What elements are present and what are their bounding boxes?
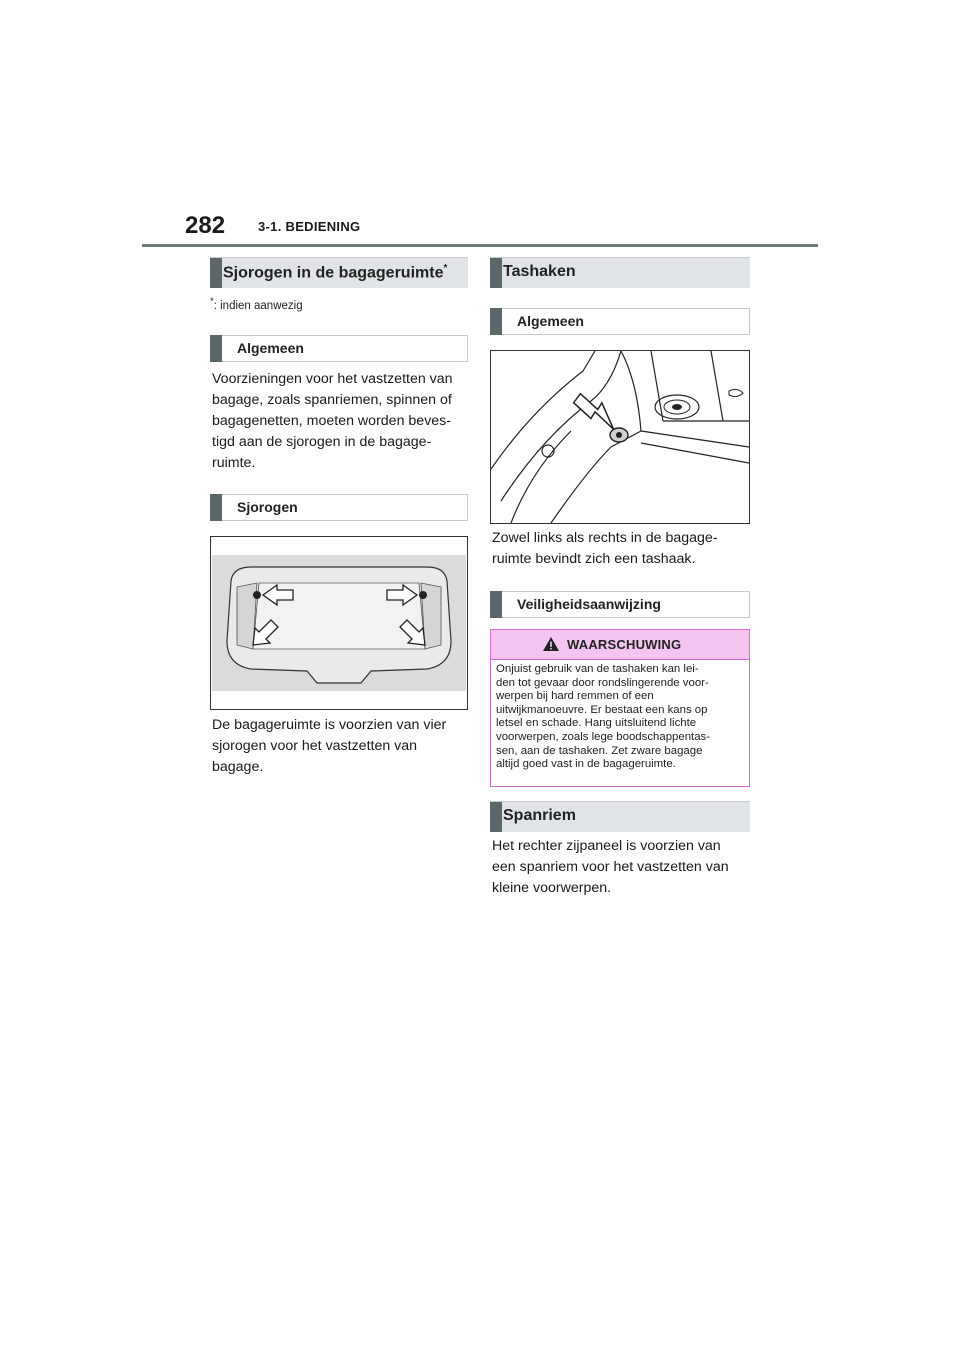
section-title-text: Sjorogen in de bagageruimte	[223, 264, 444, 282]
text-line: den tot gevaar door rondslingerende voor-	[496, 676, 709, 689]
text-line: Voorzieningen voor het vastzetten van	[212, 371, 453, 387]
text-line: ruimte.	[212, 455, 256, 471]
section-bar	[490, 802, 502, 832]
subsection-title: Veiligheidsaanwijzing	[517, 596, 661, 612]
subsection-bar	[210, 335, 222, 362]
chapter-title: 3-1. BEDIENING	[258, 219, 361, 234]
footnote	[210, 296, 303, 312]
subsection-title: Algemeen	[237, 340, 304, 356]
text-line: bagagenetten, moeten worden beves-	[212, 413, 451, 429]
warning-box	[490, 629, 750, 787]
section-title-asterisk: *	[443, 263, 448, 274]
text-line: sen, aan de tashaken. Zet zware bagage	[496, 744, 703, 757]
text-line: tigd aan de sjorogen in de bagage-	[212, 434, 432, 450]
text-line: Het rechter zijpaneel is voorzien van	[492, 838, 721, 854]
subsection-title: Sjorogen	[237, 499, 298, 515]
text-line: altijd goed vast in de bagageruimte.	[496, 758, 676, 771]
section-title-text: Tashaken	[503, 263, 576, 280]
text-line: een spanriem voor het vastzetten van	[492, 859, 729, 875]
trunk-illustration	[211, 537, 467, 709]
warning-header	[491, 630, 749, 660]
text-line: Zowel links als rechts in de bagage-	[492, 530, 718, 546]
text-line: voorwerpen, zoals lege boodschappentas-	[496, 730, 711, 743]
text-line: werpen bij hard remmen of een	[496, 690, 654, 703]
text-line: kleine voorwerpen.	[492, 880, 612, 896]
subsection-algemeen-right	[490, 308, 750, 335]
section-title-spanriem	[490, 801, 750, 832]
subsection-veiligheidsaanwijzing	[490, 591, 750, 618]
footnote-asterisk: *	[210, 296, 214, 307]
paragraph-spanriem	[492, 836, 748, 899]
text-line: De bagageruimte is voorzien van vier	[212, 717, 447, 733]
text-line: bagage, zoals spanriemen, spinnen of	[212, 392, 452, 408]
section-bar	[490, 258, 502, 288]
subsection-algemeen-left	[210, 335, 468, 362]
footnote-text: : indien aanwezig	[213, 299, 303, 312]
bag-hook-illustration	[491, 351, 749, 523]
header-rule	[142, 244, 818, 247]
paragraph-tashaak	[492, 528, 748, 570]
subsection-title: Algemeen	[517, 313, 584, 329]
figure-bag-hook	[490, 350, 750, 524]
text-line: ruimte bevindt zich een tashaak.	[492, 551, 696, 567]
subsection-sjorogen	[210, 494, 468, 521]
section-title-tashaken	[490, 257, 750, 288]
text-line: uitwijkmanoeuvre. Er bestaat een kans op	[496, 703, 708, 716]
subsection-bar	[490, 591, 502, 618]
text-line: Onjuist gebruik van de tashaken kan lei-	[496, 663, 699, 675]
warning-text	[496, 663, 744, 772]
section-bar	[210, 258, 222, 288]
figure-trunk-lashing-eyes	[210, 536, 468, 710]
paragraph-sjorogen	[212, 715, 468, 778]
subsection-bar	[210, 494, 222, 521]
text-line: sjorogen voor het vastzetten van	[212, 738, 418, 754]
paragraph-voorzieningen	[212, 369, 468, 474]
text-line: bagage.	[212, 759, 264, 775]
subsection-bar	[490, 308, 502, 335]
text-line: letsel en schade. Hang uitsluitend lichte	[496, 717, 697, 730]
page-number: 282	[185, 212, 226, 239]
warning-title: WAARSCHUWING	[567, 637, 682, 652]
section-title-text: Spanriem	[503, 807, 576, 824]
section-title-sjorogen	[210, 257, 468, 288]
warning-triangle-icon	[542, 636, 560, 652]
